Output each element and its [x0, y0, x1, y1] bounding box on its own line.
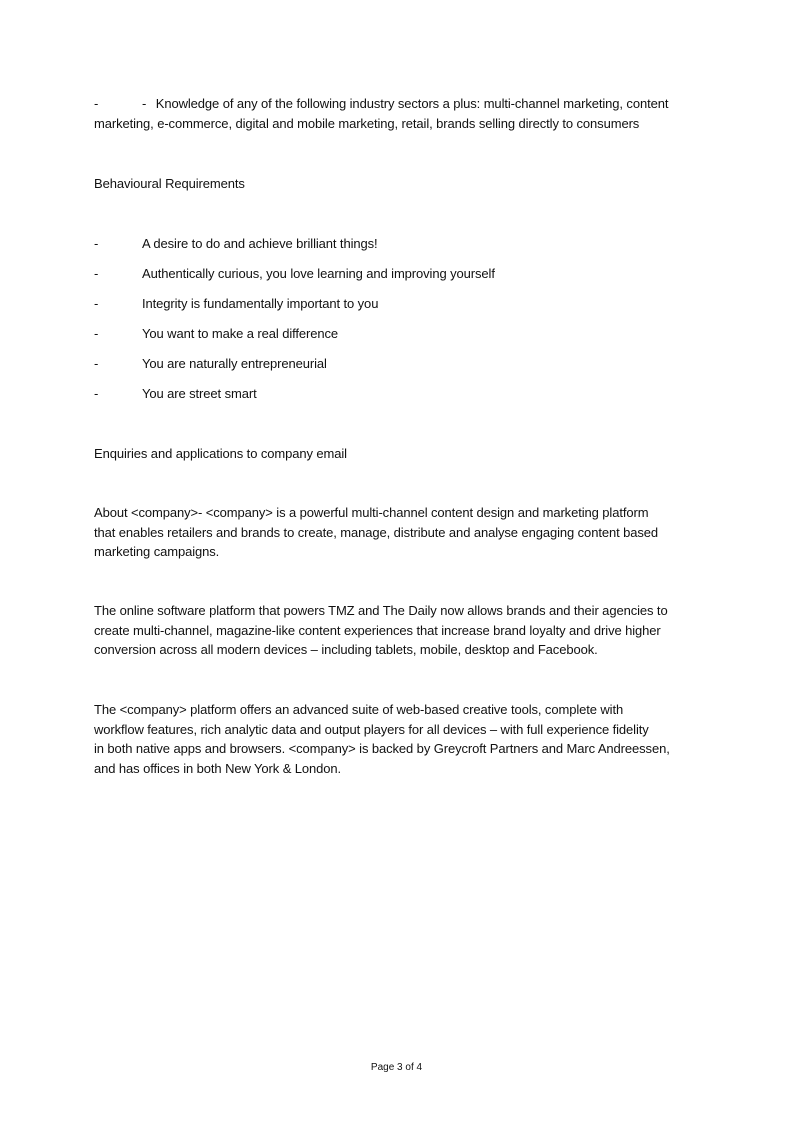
bullet-dash: - [94, 236, 99, 251]
list-item-text: Authentically curious, you love learning and improving yourself [142, 266, 495, 281]
behavioural-list [94, 234, 704, 414]
online-line: The online software platform that powers TMZ and The Daily now allows brands and their agencies to [94, 603, 668, 618]
about-line: marketing campaigns. [94, 544, 220, 559]
about-line: About <company>- <company> is a powerful multi-channel content design and marketing platform [94, 505, 649, 520]
platform-paragraph [94, 700, 704, 778]
bullet-dash: - [94, 386, 99, 401]
list-item-text: You are street smart [142, 386, 257, 401]
enquiries-line: Enquiries and applications to company email [94, 446, 347, 461]
about-line: that enables retailers and brands to create, manage, distribute and analyse engaging content based [94, 524, 659, 540]
inner-dash: - [142, 96, 147, 111]
bullet-dash: - [94, 326, 99, 341]
list-item-text: A desire to do and achieve brilliant things! [142, 236, 378, 251]
list-item-text: You want to make a real difference [142, 326, 339, 341]
list-item [94, 384, 704, 414]
platform-line: The <company> platform offers an advanced suite of web-based creative tools, complete with [94, 702, 624, 717]
online-line: conversion across all modern devices – including tablets, mobile, desktop and Facebook. [94, 642, 598, 657]
online-paragraph [94, 601, 704, 660]
knowledge-line-2: marketing, e-commerce, digital and mobile marketing, retail, brands selling directly to consumers [94, 116, 640, 131]
bullet-dash: - [94, 266, 99, 281]
knowledge-bullet-row [94, 94, 704, 114]
list-item [94, 294, 704, 324]
bullet-dash: - [94, 96, 99, 111]
list-item [94, 264, 704, 294]
knowledge-bullet [94, 94, 704, 134]
list-item [94, 234, 704, 264]
platform-line: in both native apps and browsers. <company> is backed by Greycroft Partners and Marc Andreessen, [94, 741, 670, 756]
page-number-footer: Page 3 of 4 [370, 1062, 423, 1073]
list-item [94, 354, 704, 384]
list-item-text: You are naturally entrepreneurial [142, 356, 327, 371]
list-item-text: Integrity is fundamentally important to you [142, 296, 379, 311]
list-item [94, 324, 704, 354]
platform-line: and has offices in both New York & London. [94, 760, 342, 776]
bullet-dash: - [94, 296, 99, 311]
behavioural-heading: Behavioural Requirements [94, 176, 245, 191]
platform-line: workflow features, rich analytic data and output players for all devices – with full experience fidelity [94, 721, 649, 737]
online-line: create multi-channel, magazine-like content experiences that increase brand loyalty and drive higher [94, 622, 661, 638]
bullet-dash: - [94, 356, 99, 371]
knowledge-line-1: Knowledge of any of the following industry sectors a plus: multi-channel marketing, content [155, 96, 669, 111]
about-paragraph [94, 503, 704, 562]
